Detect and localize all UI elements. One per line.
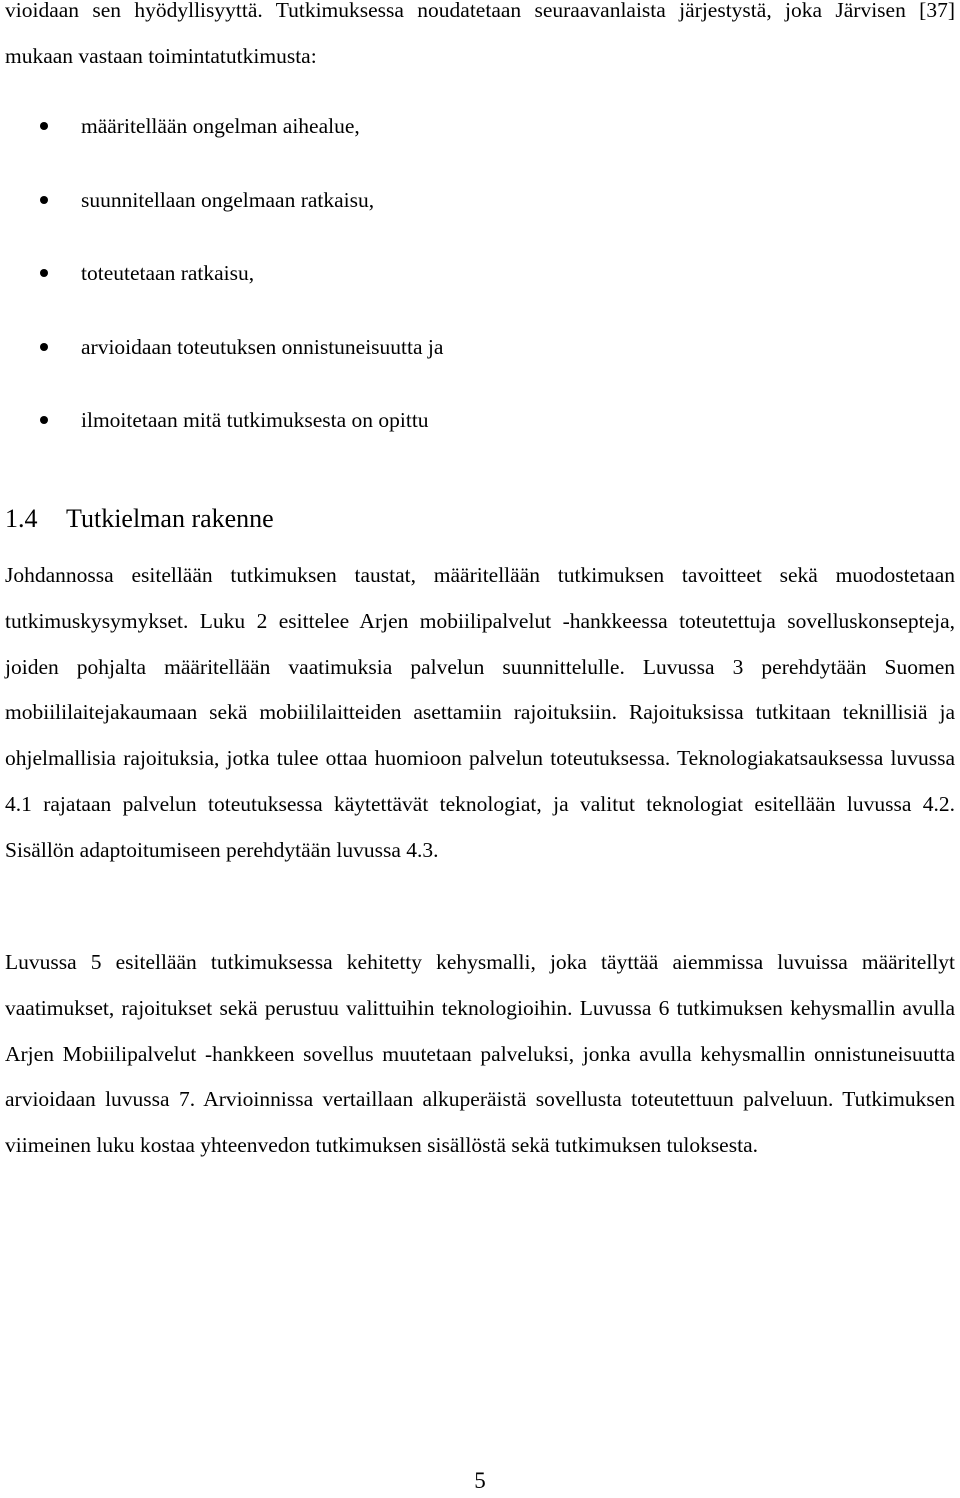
list-item-text: arvioidaan toteutuksen onnistuneisuutta ja (81, 334, 444, 359)
structure-paragraph-1: Johdannossa esitellään tutkimuksen taustat, määritellään tutkimuksen tavoitteet sekä muodostetaan tutkimuskysymykset. Luku 2 esittelee Arjen mobiilipalvelut -hankkeessa toteutettuja sovelluskonsepteja, joiden pohjalta määritellään vaatimuksia palvelun suunnittelulle. Luvussa 3 perehdytään Suomen mobiililaitejakaumaan sekä mobiililaitteiden asettamiin rajoituksiin. Rajoituksissa tutkitaan teknillisiä ja ohjelmallisia rajoituksia, jotka tulee ottaa huomioon palvelun toteutuksessa. Teknologiakatsauksessa luvussa 4.1 rajataan palvelun toteutuksessa käytettävät teknologiat, ja valitut teknologiat esitellään luvussa 4.2. Sisällön adaptoitumiseen perehdytään luvussa 4.3. (5, 563, 955, 862)
list-item (0, 325, 960, 399)
list-item-text: määritellään ongelman aihealue, (81, 114, 360, 138)
bullet-icon (40, 416, 48, 424)
list-item (0, 104, 960, 178)
list-item (0, 251, 960, 325)
section-heading (5, 497, 274, 541)
list-item-text: toteutetaan ratkaisu, (81, 261, 255, 285)
method-steps-list (0, 104, 960, 472)
structure-paragraph-2: Luvussa 5 esitellään tutkimuksessa kehitetty kehysmalli, joka täyttää aiemmissa luvuissa määritellyt vaatimukset, rajoitukset sekä perustuu valittuihin teknologioihin. Luvussa 6 tutkimuksen kehysmallin avulla Arjen Mobiilipalvelut -hankkeen sovellus muutetaan palveluksi, jonka avulla kehysmallin onnistuneisuutta arvioidaan luvussa 7. Arvioinnissa vertaillaan alkuperäistä sovellusta toteutettuun palveluun. Tutkimuksen viimeinen luku kostaa yhteenvedon tutkimuksen sisällöstä sekä tutkimuksen tuloksesta. (5, 950, 955, 1158)
bullet-icon (40, 343, 48, 351)
list-item-text: suunnitellaan ongelmaan ratkaisu, (81, 187, 375, 212)
list-item (0, 178, 960, 252)
page-number: 5 (474, 1468, 486, 1493)
intro-paragraph: vioidaan sen hyödyllisyyttä. Tutkimuksessa noudatetaan seuraavanlaista järjestystä, joka Järvisen [37] mukaan vastaan toimintatutkimusta: (5, 0, 955, 68)
list-item-text: ilmoitetaan mitä tutkimuksesta on opittu (81, 408, 429, 432)
section-title: Tutkielman rakenne (66, 504, 274, 533)
bullet-icon (40, 196, 48, 204)
bullet-icon (40, 269, 48, 277)
list-item (0, 398, 960, 472)
section-number: 1.4 (5, 504, 38, 533)
bullet-icon (40, 122, 48, 130)
